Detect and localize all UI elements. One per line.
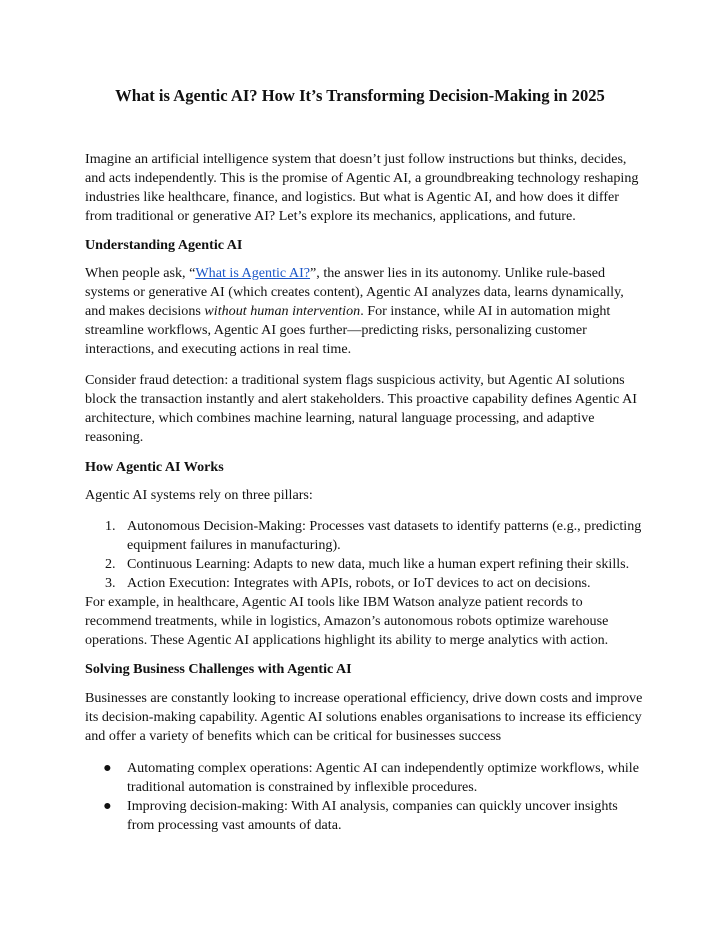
examples-paragraph: For example, in healthcare, Agentic AI tools like IBM Watson analyze patient records to recommend treatments, while in logistics, Amazon’s autonomous robots optimize warehouse operations. These Agentic AI applications highlight its ability to merge analytics with action. [85, 594, 609, 648]
benefits-list [85, 759, 645, 835]
pillars-intro: Agentic AI systems rely on three pillars: [85, 487, 313, 503]
list-item [85, 574, 645, 593]
list-item [85, 759, 645, 797]
bullet-icon: ● [103, 760, 112, 776]
list-number: 3. [105, 575, 116, 591]
section-heading-business-challenges: Solving Business Challenges with Agentic AI [85, 661, 352, 677]
list-item-text: Improving decision-making: With AI analysis, companies can quickly uncover insights from processing vast amounts of data. [127, 798, 618, 833]
intro-paragraph: Imagine an artificial intelligence system that doesn’t just follow instructions but thinks, decides, and acts independently. This is the promise of Agentic AI, a groundbreaking technology reshaping industries like healthcare, finance, and logistics. But what is Agentic AI, and how does it differ from traditional or generative AI? Let’s explore its mechanics, applications, and future. [85, 151, 639, 224]
bullet-icon: ● [103, 798, 112, 814]
text-segment: . For instance, while AI in automation might streamline workflows, Agentic AI goes further—predicting risks, personalizing customer interactions, and executing actions in real time. [85, 303, 611, 357]
list-number: 1. [105, 518, 116, 534]
section-heading-how-it-works: How Agentic AI Works [85, 459, 224, 475]
text-segment: When people ask, “ [85, 265, 196, 281]
section-heading-understanding: Understanding Agentic AI [85, 237, 243, 253]
list-item [85, 797, 645, 835]
list-item-text: Autonomous Decision-Making: Processes vast datasets to identify patterns (e.g., predicting equipment failures in manufacturing). [127, 518, 642, 553]
understanding-paragraph-1 [85, 264, 645, 359]
list-item [85, 517, 645, 555]
page-title: What is Agentic AI? How It’s Transforming Decision-Making in 2025 [115, 86, 605, 105]
understanding-paragraph-2: Consider fraud detection: a traditional system flags suspicious activity, but Agentic AI solutions block the transaction instantly and alert stakeholders. This proactive capability defines Agentic AI architecture, which combines machine learning, natural language processing, and adaptive reasoning. [85, 372, 637, 445]
list-item-text: Automating complex operations: Agentic AI can independently optimize workflows, while traditional automation is constrained by inflexible procedures. [127, 760, 639, 795]
pillars-list [85, 517, 645, 593]
business-paragraph: Businesses are constantly looking to increase operational efficiency, drive down costs and improve its decision-making capability. Agentic AI solutions enables organisations to increase its efficiency and offer a variety of benefits which can be critical for businesses success [85, 690, 643, 744]
what-is-agentic-ai-link[interactable]: What is Agentic AI? [195, 265, 311, 281]
text-segment: ”, the answer lies in its autonomy. Unlike rule-based systems or generative AI (which creates content), Agentic AI analyzes data, learns dynamically, and makes decisions [85, 265, 624, 319]
list-item [85, 555, 645, 574]
list-number: 2. [105, 556, 116, 572]
emphasis-text: without human intervention [204, 303, 361, 319]
list-item-text: Action Execution: Integrates with APIs, robots, or IoT devices to act on decisions. [127, 575, 591, 591]
list-item-text: Continuous Learning: Adapts to new data, much like a human expert refining their skills. [127, 556, 630, 572]
